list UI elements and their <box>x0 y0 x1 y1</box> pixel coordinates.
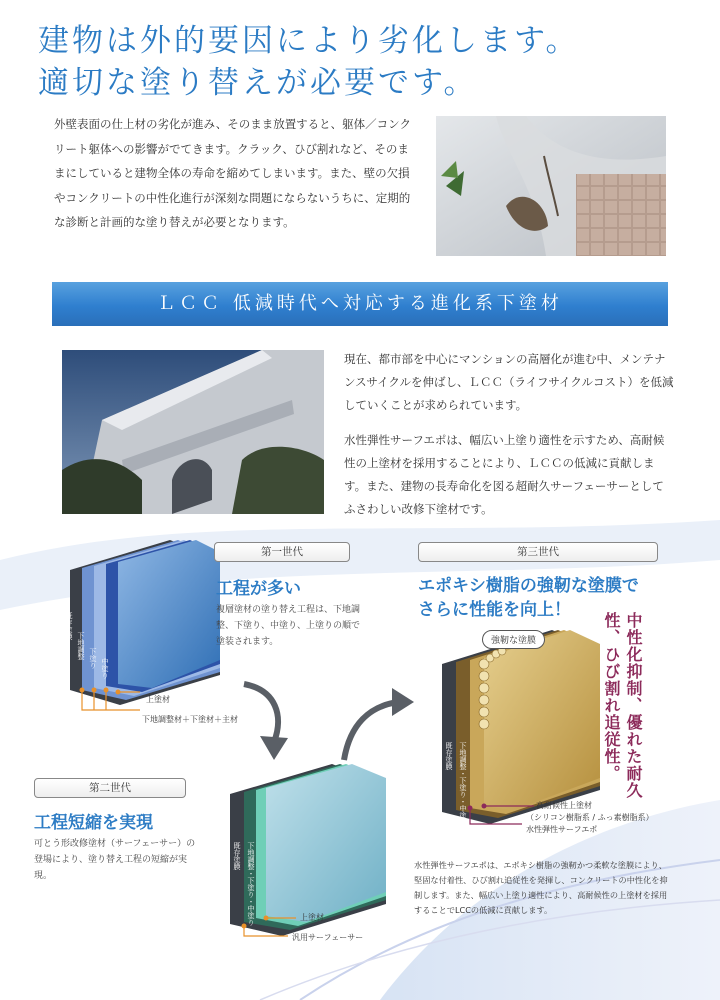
gen1-label-combo: 下地調整材＋下塗材＋主材 <box>142 715 238 724</box>
gen2-tab: 第二世代 <box>34 778 186 798</box>
lcc-paragraph-1: 現在、都市部を中心にマンションの高層化が進む中、メンテナンスサイクルを伸ばし、ＬＣＣ（ライフサイクルコスト）を低減していくことが求められています。 <box>344 352 674 412</box>
section-banner: ＬＣＣ 低減時代へ対応する進化系下塗材 <box>52 282 668 326</box>
gen3-label-epo: 水性弾性サーフエポ <box>526 825 598 834</box>
gen2-label-top: 上塗材 <box>300 913 324 922</box>
gen2-title: 工程短縮を実現 <box>34 813 153 833</box>
gen3-highlight: 中性化抑制、優れた耐久性、ひび割れ追従性。 <box>602 612 643 799</box>
gen2-layer-combo: 下地調整・下塗り・中塗り <box>247 842 255 926</box>
gen3-layer-existing: 既存塗膜 <box>445 742 453 770</box>
gen3-label-top: 高耐候性上塗材 <box>536 801 592 810</box>
curved-arrow-down-icon <box>236 676 296 762</box>
gen3-note: 水性弾性サーフエポは、エポキシ樹脂の強靭かつ柔軟な塗膜により、堅固な付着性、ひび割れ追従性を発揮し、コンクリートの中性化を抑制します。また、幅広い上塗り適性により、高耐候性の上塗材を採用することでLCCの低減に貢献します。 <box>414 860 668 915</box>
gen1-layer-existing: 既存塗膜 <box>65 612 73 640</box>
building-photo <box>62 350 324 514</box>
gen1-layer-diagram <box>60 540 220 715</box>
gen1-title: 工程が多い <box>216 579 301 599</box>
gen3-layer-combo: 下地調整・下塗り・中塗り <box>459 742 467 826</box>
gen2-label-surfacer: 汎用サーフェーサー <box>292 933 364 942</box>
gen3-callout: 強靭な塗膜 <box>482 630 545 649</box>
gen3-title-line1: エポキシ樹脂の強靭な塗膜で <box>418 576 639 596</box>
headline-line2: 適切な塗り替えが必要です。 <box>38 65 478 101</box>
gen1-layer-base: 下地調整 <box>77 632 85 660</box>
wall-damage-photo <box>436 116 666 256</box>
gen2-layer-existing: 既存塗膜 <box>233 842 241 870</box>
gen1-tab: 第一世代 <box>214 542 350 562</box>
gen3-tab: 第三世代 <box>418 542 658 562</box>
lcc-description <box>344 348 674 533</box>
gen1-layer-under: 下塗り <box>89 648 97 669</box>
curved-arrow-up-icon <box>336 684 416 766</box>
gen1-label-top: 上塗材 <box>146 695 170 704</box>
page-headline <box>38 20 580 104</box>
gen3-title-line2: さらに性能を向上！ <box>418 600 571 620</box>
gen1-description: 複層塗材の塗り替え工程は、下地調整、下塗り、中塗り、上塗りの順で塗装されます。 <box>216 605 361 647</box>
gen1-layer-mid: 中塗り <box>101 658 109 679</box>
gen2-description: 可とう形改修塗材（サーフェーサー）の登場により、塗り替え工程の短縮が実現。 <box>34 839 196 881</box>
gen3-label-top-sub: （シリコン樹脂系 / ふっ素樹脂系） <box>526 813 654 822</box>
lcc-paragraph-2: 水性弾性サーフエポは、幅広い上塗り適性を示すため、高耐候性の上塗材を採用することにより、ＬＣＣの低減に貢献します。また、建物の長寿命化を図る超耐久サーフェーサーとしてふさわしい改修下塗材です。 <box>344 433 665 516</box>
intro-text: 外壁表面の仕上材の劣化が進み、そのまま放置すると、躯体／コンクリート躯体への影響がでてきます。クラック、ひび割れなど、そのままにしていると建物全体の寿命を縮めてしまいます。また、壁の欠損やコンクリートの中性化進行が深刻な問題にならないうちに、定期的な診断と計画的な塗り替えが必要となります。 <box>54 117 411 229</box>
headline-line1: 建物は外的要因により劣化します。 <box>38 23 580 59</box>
